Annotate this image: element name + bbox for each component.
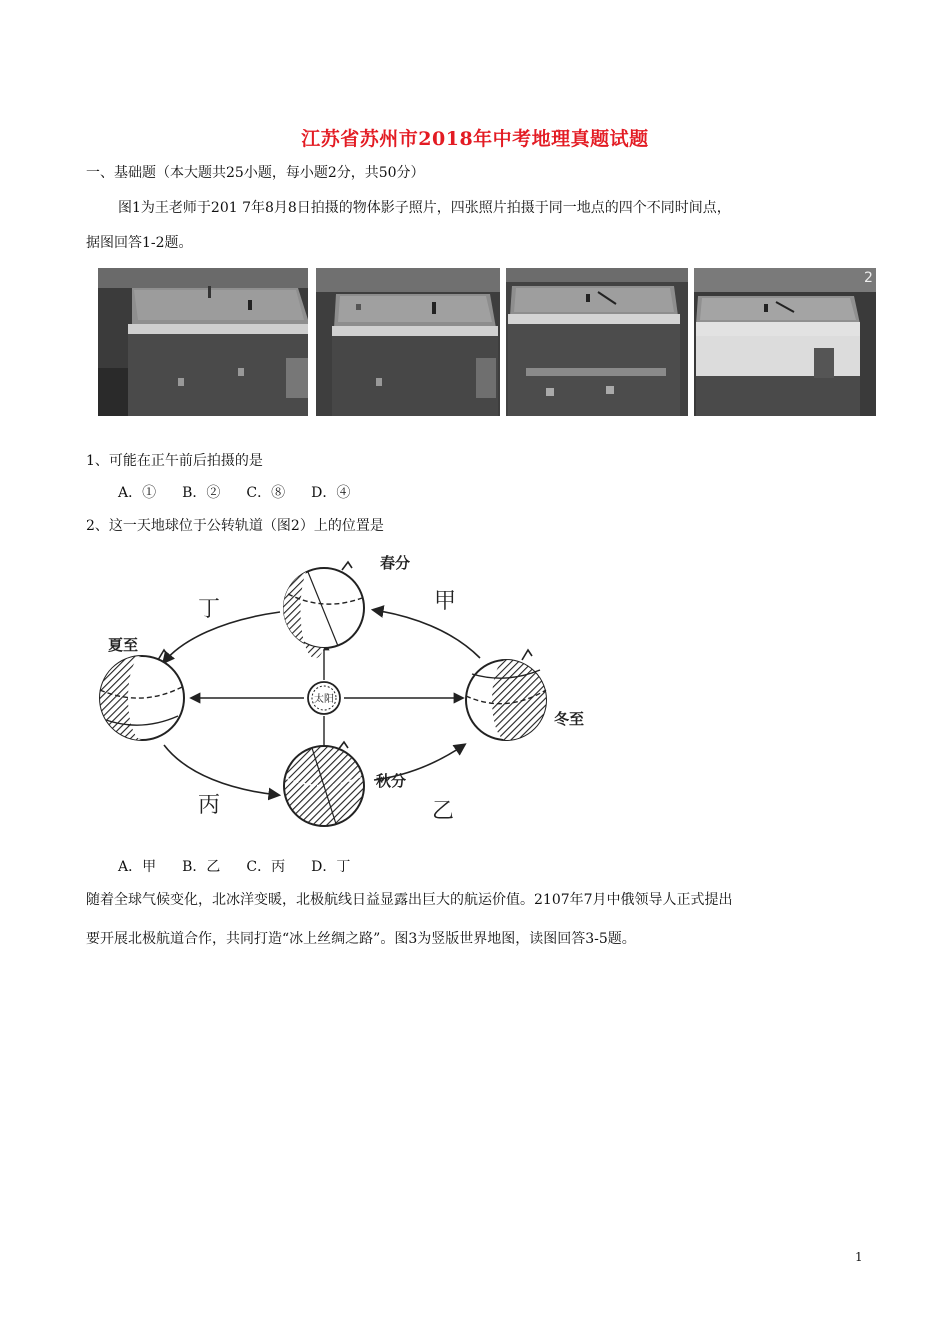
q1-option-d[interactable]: D．④ — [311, 485, 351, 501]
arc-label-jia: 甲 — [434, 589, 457, 614]
question-1-options — [118, 483, 376, 503]
arc-label-ding: 丁 — [198, 597, 221, 622]
globe-autumn-icon — [284, 742, 364, 826]
question-2-options — [118, 857, 376, 877]
figure-1-photos — [98, 268, 876, 416]
q2-option-a[interactable]: A．甲 — [118, 859, 157, 875]
label-autumn: 秋分 — [376, 772, 407, 790]
passage-line-1: 随着全球气候变化，北冰洋变暖，北极航线日益显露出巨大的航运价值。2107年7月中俄领导人正式提出 — [86, 892, 733, 908]
question-2-stem: 2、这一天地球位于公转轨道（图2）上的位置是 — [86, 518, 384, 534]
label-summer: 夏至 — [108, 636, 139, 654]
q1-option-b[interactable]: B．② — [182, 485, 221, 501]
arc-label-bing: 丙 — [198, 793, 221, 818]
photo-corner-mark: 2 — [864, 270, 873, 286]
label-spring: 春分 — [380, 554, 411, 572]
globe-winter-icon — [466, 650, 546, 740]
page-number: 1 — [855, 1250, 863, 1264]
q2-option-d[interactable]: D．丁 — [311, 859, 351, 875]
globe-summer-icon — [100, 650, 184, 740]
section-heading: 一、基础题（本大题共25小题，每小题2分，共50分） — [86, 165, 425, 181]
intro-line-1: 图1为王老师于201 7年8月8日拍摄的物体影子照片，四张照片拍摄于同一地点的四个不同时间点， — [118, 200, 731, 216]
intro-line-2: 据图回答1-2题。 — [86, 235, 193, 251]
arc-label-yi: 乙 — [432, 799, 455, 824]
sun-label: 太阳 — [314, 694, 334, 705]
q2-option-c[interactable]: C．丙 — [246, 859, 286, 875]
photo-3 — [506, 268, 688, 416]
figure-2-orbit-diagram — [92, 550, 612, 840]
photo-1 — [98, 268, 308, 416]
globe-spring-icon — [283, 562, 364, 658]
exam-title: 江苏省苏州市2018年中考地理真题试题 — [301, 128, 649, 150]
q1-option-a[interactable]: A．① — [118, 485, 157, 501]
sun-icon — [308, 682, 340, 714]
photo-2 — [316, 268, 500, 416]
q1-option-c[interactable]: C．⑧ — [246, 485, 286, 501]
passage-line-2: 要开展北极航道合作，共同打造“冰上丝绸之路”。图3为竖版世界地图，读图回答3-5题。 — [86, 931, 636, 947]
photo-4 — [694, 268, 876, 416]
q2-option-b[interactable]: B．乙 — [182, 859, 221, 875]
question-1-stem: 1、可能在正午前后拍摄的是 — [86, 453, 263, 469]
label-winter: 冬至 — [554, 710, 585, 728]
